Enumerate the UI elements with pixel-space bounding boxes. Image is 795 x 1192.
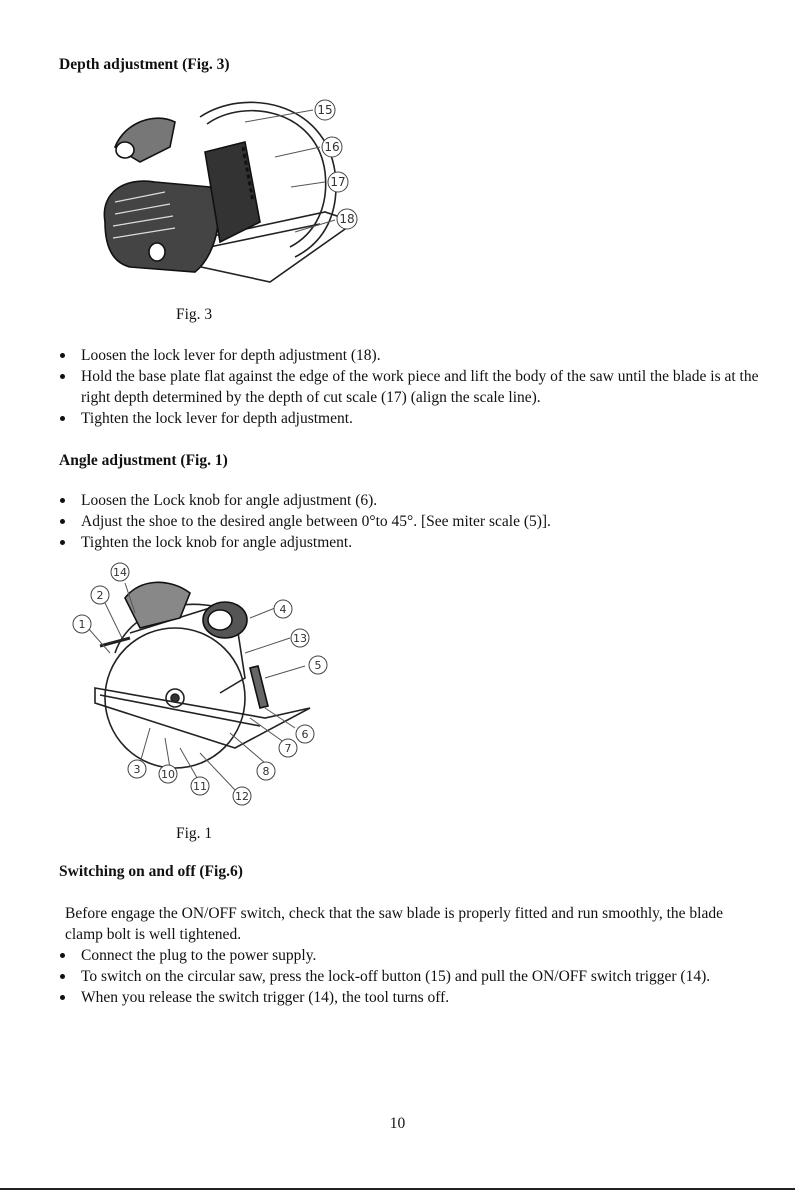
heading-angle-adjustment: Angle adjustment (Fig. 1): [59, 452, 228, 469]
callout-18: 18: [339, 212, 355, 226]
switching-intro-paragraph: Before engage the ON/OFF switch, check that the saw blade is properly fitted and run smoothly, the blade clamp bolt is well tightened.: [65, 905, 724, 943]
list-item: To switch on the circular saw, press the lock-off button (15) and pull the ON/OFF switch trigger (14).: [59, 966, 779, 987]
list-item: Connect the plug to the power supply.: [59, 945, 779, 966]
callout-16: 16: [324, 140, 340, 154]
callout-4: 4: [279, 603, 287, 616]
bottom-rule: [0, 1188, 795, 1190]
callout-15: 15: [317, 103, 333, 117]
figure-1-circular-saw-illustration: [70, 558, 330, 813]
callout-11: 11: [193, 780, 207, 793]
heading-switching-on-off: Switching on and off (Fig.6): [59, 863, 243, 880]
list-item: Adjust the shoe to the desired angle between 0°to 45°. [See miter scale (5)].: [59, 511, 759, 532]
callout-7: 7: [284, 742, 292, 755]
callout-1: 1: [78, 618, 86, 631]
list-item: Tighten the lock knob for angle adjustment.: [59, 532, 759, 553]
callout-12: 12: [235, 790, 249, 803]
callout-17: 17: [330, 175, 346, 189]
callout-14: 14: [113, 566, 127, 579]
figure-3-caption: Fig. 3: [176, 306, 213, 323]
angle-adjustment-steps: [59, 490, 759, 553]
list-item: Loosen the Lock knob for angle adjustment (6).: [59, 490, 759, 511]
switching-steps: [59, 945, 779, 1008]
callout-2: 2: [96, 589, 104, 602]
list-item: When you release the switch trigger (14), the tool turns off.: [59, 987, 779, 1008]
heading-depth-adjustment: Depth adjustment (Fig. 3): [59, 56, 230, 73]
figure-3-circular-saw-illustration: [95, 92, 370, 292]
callout-13: 13: [293, 632, 307, 645]
callout-6: 6: [301, 728, 309, 741]
callout-5: 5: [314, 659, 322, 672]
callout-8: 8: [262, 765, 270, 778]
figure-1-caption: Fig. 1: [176, 825, 213, 842]
callout-3: 3: [133, 763, 141, 776]
depth-adjustment-steps: [59, 345, 759, 429]
list-item: Tighten the lock lever for depth adjustment.: [59, 408, 759, 429]
list-item: Hold the base plate flat against the edge of the work piece and lift the body of the saw until the blade is at the right depth determined by the depth of cut scale (17) (align the scale line).: [59, 366, 759, 408]
page-number: 10: [389, 1115, 406, 1132]
callout-10: 10: [161, 768, 175, 781]
list-item: Loosen the lock lever for depth adjustment (18).: [59, 345, 759, 366]
